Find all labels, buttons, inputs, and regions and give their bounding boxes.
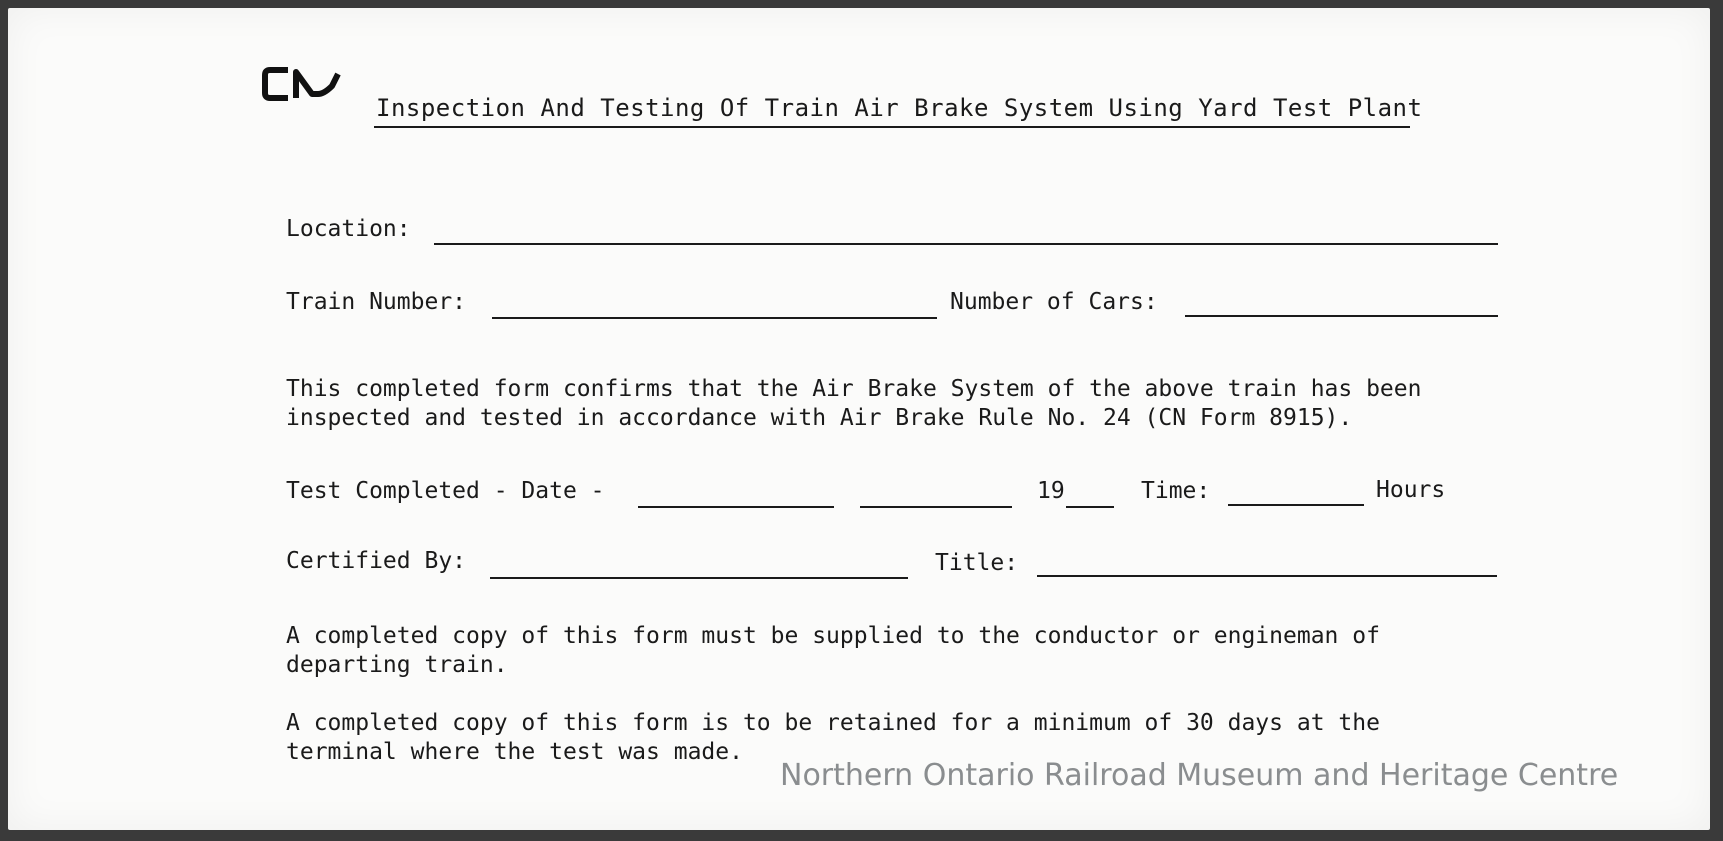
location-field[interactable] bbox=[434, 243, 1498, 245]
train-number-field[interactable] bbox=[492, 317, 937, 319]
test-completed-label: Test Completed - Date - bbox=[286, 478, 605, 504]
museum-watermark: Northern Ontario Railroad Museum and Heritage Centre bbox=[780, 758, 1619, 793]
location-label: Location: bbox=[286, 216, 411, 242]
year-prefix: 19 bbox=[1037, 478, 1065, 504]
date-month-field[interactable] bbox=[860, 506, 1012, 508]
title-field-label: Title: bbox=[935, 550, 1019, 576]
supply-notice-paragraph: A completed copy of this form must be supplied to the conductor or engineman of departing train. bbox=[286, 623, 1380, 678]
number-of-cars-field[interactable] bbox=[1185, 315, 1498, 317]
certified-by-label: Certified By: bbox=[286, 548, 467, 574]
certified-by-field[interactable] bbox=[490, 577, 908, 579]
number-of-cars-label: Number of Cars: bbox=[950, 289, 1158, 315]
train-number-label: Train Number: bbox=[286, 289, 467, 315]
hours-label: Hours bbox=[1376, 477, 1446, 503]
title-underline bbox=[374, 126, 1410, 128]
time-field[interactable] bbox=[1228, 504, 1364, 506]
confirmation-paragraph: This completed form confirms that the Air Brake System of the above train has been inspected and tested in accordance with Air Brake Rule No. 24 (CN Form 8915). bbox=[286, 376, 1422, 431]
year-field[interactable] bbox=[1066, 506, 1114, 508]
title-field[interactable] bbox=[1037, 575, 1497, 577]
date-day-field[interactable] bbox=[638, 506, 834, 508]
time-label: Time: bbox=[1141, 478, 1211, 504]
form-title: Inspection And Testing Of Train Air Brake System Using Yard Test Plant bbox=[376, 94, 1423, 122]
retain-notice-paragraph: A completed copy of this form is to be retained for a minimum of 30 days at the terminal where the test was made. bbox=[286, 710, 1380, 765]
cn-logo-icon bbox=[262, 66, 344, 102]
